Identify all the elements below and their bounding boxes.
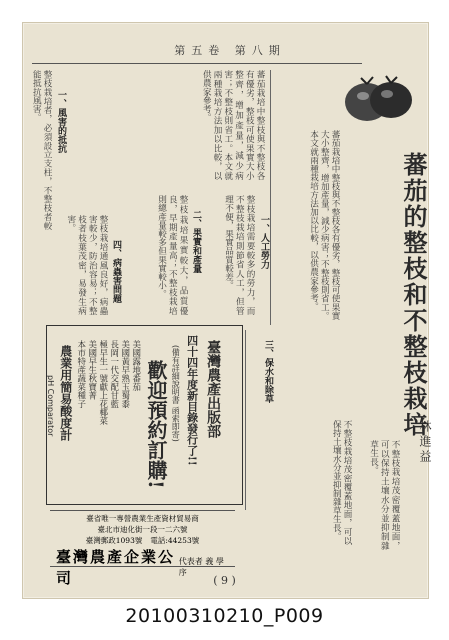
ad-headline: 四十四年度新目錄發行了!! bbox=[185, 335, 199, 466]
company-name: 臺灣農產企業公司 bbox=[56, 548, 176, 587]
column-rule bbox=[270, 70, 271, 325]
section-heading: 一、人工勞力 bbox=[259, 215, 269, 269]
body-paragraph: 不整枝栽培茂密覆蓋地面，可以保持土壤水分並抑制雜草生長。 bbox=[368, 440, 400, 550]
column-rule bbox=[245, 330, 246, 510]
company-address: 臺北市迪化街一段一二六號 bbox=[97, 525, 188, 534]
ad-item: 美國早生秋寶菁 bbox=[86, 340, 97, 400]
company-phone: 電話:44253號 bbox=[150, 536, 200, 545]
section-heading: 三、保水和除草 bbox=[263, 340, 273, 403]
intro-paragraph: 蕃茄栽培中整枝與不整枝各有優劣，整枝可使果實大小整齊，增加產量，減少病害；不整枝則省工。本文就兩種栽培方法加以比較，以供農家參考。 bbox=[308, 130, 340, 320]
ad-item: 極早生一號獻上花椰菜 bbox=[97, 340, 108, 425]
section-text: 整枝栽培者，必須設立支柱，不整枝者較能抵抗風害。 bbox=[31, 70, 52, 230]
company-tagline: 臺省唯一專營農業生產資材貿易商 bbox=[86, 514, 199, 523]
section-heading: 四、病蟲害問題 bbox=[111, 240, 121, 303]
archive-caption: 20100310210_P009 bbox=[125, 605, 324, 627]
ad-item: 美國露地番茄 bbox=[130, 340, 141, 391]
section-text: 整枝栽培需要較多的勞力，而不整枝栽培則節省人工，但管理不便，果實品質較差。 bbox=[223, 195, 255, 315]
ad-item: 本市特產蔬菜種子 bbox=[75, 340, 86, 408]
section-heading: 二、果實和產量 bbox=[191, 210, 201, 273]
article-title: 蕃茄的整枝和不整枝栽培 bbox=[399, 152, 428, 438]
company-representative: 代表者 義 學 序 bbox=[178, 557, 224, 577]
ph-meter-subtitle: pH Comparator bbox=[46, 375, 56, 437]
company-advertisement bbox=[50, 510, 235, 587]
author-name: 林進益 bbox=[418, 420, 432, 465]
section-text: 不整枝栽培茂密覆蓋地面，可以保持土壤水分並抑制雜草生長。 bbox=[331, 420, 352, 545]
company-mail: 臺灣郵政1093號 bbox=[85, 536, 143, 545]
section-text: 整枝栽培果實較大，品質優良，早期產量高；不整枝栽培則總產量較多但果實較小。 bbox=[156, 195, 188, 315]
ad-item: 美國黃早熟玉蜀黍 bbox=[119, 340, 130, 408]
ph-meter-title: 農業用簡易酸度計 bbox=[58, 345, 73, 441]
ad-item: 長岡一代交配甘藍 bbox=[108, 340, 119, 408]
ad-publisher: 臺灣農產出版部 bbox=[205, 340, 222, 438]
section-text: 整枝栽培通風良好，病蟲害較少，防治容易；不整枝者枝葉茂密，易發生病害。 bbox=[65, 215, 108, 315]
ad-big-slogan: 歡迎預約訂購! bbox=[144, 360, 168, 489]
page-number: ( 9 ) bbox=[213, 574, 236, 587]
section-heading: 一、風害的抵抗 bbox=[56, 90, 66, 153]
ad-note: (備有詳細說明書 函索即寄) bbox=[171, 345, 181, 442]
issue-header: 第五卷 第八期 bbox=[174, 44, 286, 57]
tomato-illustration bbox=[343, 72, 413, 124]
header-rule bbox=[32, 63, 362, 64]
body-paragraph: 蕃茄栽培中整枝與不整枝各有優劣，整枝可使果實大小整齊，增加產量，減少病害；不整枝則省工。本文就兩種栽培方法加以比較，以供農家參考。 bbox=[201, 70, 265, 180]
